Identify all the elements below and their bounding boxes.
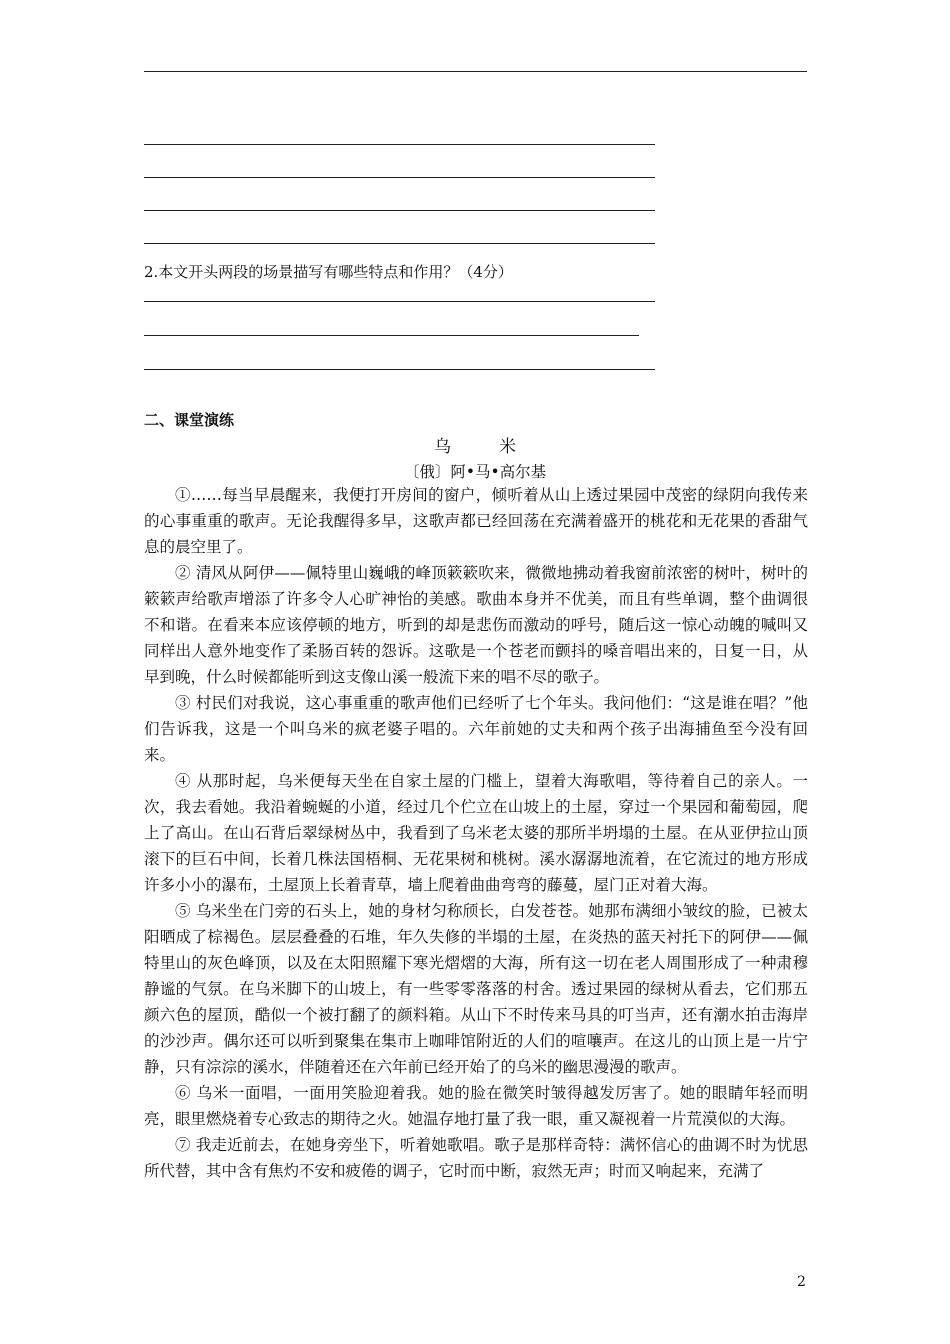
paragraph-6: ⑥ 乌米一面唱，一面用笑脸迎着我。她的脸在微笑时皱得越发厉害了。她的眼睛年轻而明亮，眼里燃烧着专心致志的期待之火。她温存地打量了我一眼，重又凝视着一片荒漠似的大海。 [144, 1084, 808, 1128]
paragraph-1: ①……每当早晨醒来，我便打开房间的窗户，倾听着从山上透过果园中茂密的绿阴向我传来的心事重重的歌声。无论我醒得多早，这歌声都已经回荡在充满着盛开的桃花和无花果的香甜气息的晨空里了。 [144, 486, 808, 556]
answer-line [144, 301, 655, 302]
section-heading: 二、课堂演练 [144, 411, 235, 429]
answer-line [144, 369, 655, 370]
paragraph-3: ③ 村民们对我说，这心事重重的歌声他们已经听了七个年头。我问他们：“这是谁在唱？”他们告诉我，这是一个叫乌米的疯老婆子唱的。六年前她的丈夫和两个孩子出海捕鱼至今没有回来。 [144, 694, 808, 764]
paragraph-2: ② 清风从阿伊——佩特里山巍峨的峰顶簌簌吹来，微微地拂动着我窗前浓密的树叶，树叶的簌簌声给歌声增添了许多令人心旷神怡的美感。歌曲本身并不优美，而且有些单调，整个曲调很不和谐。在看来本应该停顿的地方，听到的却是悲伤而激动的呼号，随后这一惊心动魄的喊叫又同样出人意外地变作了柔肠百转的怨诉。这歌是一个苍老而颤抖的嗓音唱出来的，日复一日，从早到晚，什么时候都能听到这支像山溪一般流下来的唱不尽的歌子。 [144, 564, 808, 686]
answer-line [144, 243, 655, 244]
page-number: 2 [797, 1274, 806, 1290]
story-title [0, 432, 950, 457]
answer-line [144, 177, 655, 178]
story-body [144, 482, 808, 1184]
answer-line [144, 210, 655, 211]
paragraph-7: ⑦ 我走近前去，在她身旁坐下，听着她歌唱。歌子是那样奇特：满怀信心的曲调不时为忧思所代替，其中含有焦灼不安和疲倦的调子，它时而中断，寂然无声；时而又响起来，充满了 [144, 1136, 808, 1180]
paragraph-5: ⑤ 乌米坐在门旁的石头上，她的身材匀称颀长，白发苍苍。她那布满细小皱纹的脸，已被太阳晒成了棕褐色。层层叠叠的石堆，年久失修的半塌的土屋，在炎热的蓝天衬托下的阿伊——佩特里山的灰色峰顶，以及在太阳照耀下寒光熠熠的大海，所有这一切在老人周围形成了一种肃穆静谧的气氛。在乌米脚下的山坡上，有一些零零落落的村舍。透过果园的绿树从看去，它们那五颜六色的屋顶，酷似一个被打翻了的颜料箱。从山下不时传来马具的叮当声，还有潮水拍击海岸的沙沙声。偶尔还可以听到聚集在集市上咖啡馆附近的人们的喧嚷声。在这儿的山顶上是一片宁静，只有淙淙的溪水，伴随着还在六年前已经开始了的乌米的幽思漫漫的歌声。 [144, 902, 808, 1076]
story-title-right: 米 [499, 437, 516, 457]
answer-line [144, 335, 639, 336]
top-rule [144, 71, 807, 72]
question-2: 2.本文开头两段的场景描写有哪些特点和作用？（4分） [144, 263, 513, 281]
answer-line [144, 144, 655, 145]
story-title-left: 乌 [434, 437, 451, 457]
paragraph-4: ④ 从那时起，乌米便每天坐在自家土屋的门槛上，望着大海歌唱，等待着自己的亲人。一次，我去看她。我沿着蜿蜒的小道，经过几个伫立在山坡上的土屋，穿过一个果园和葡萄园，爬上了高山。在山石背后翠绿树丛中，我看到了乌米老太婆的那所半坍塌的土屋。在从亚伊拉山顶滚下的巨石中间，长着几株法国梧桐、无花果树和桃树。溪水潺潺地流着，在它流过的地方形成许多小小的瀑布，土屋顶上长着青草，墙上爬着曲曲弯弯的藤蔓，屋门正对着大海。 [144, 772, 808, 894]
story-author: 〔俄〕阿•马•高尔基 [403, 463, 547, 481]
